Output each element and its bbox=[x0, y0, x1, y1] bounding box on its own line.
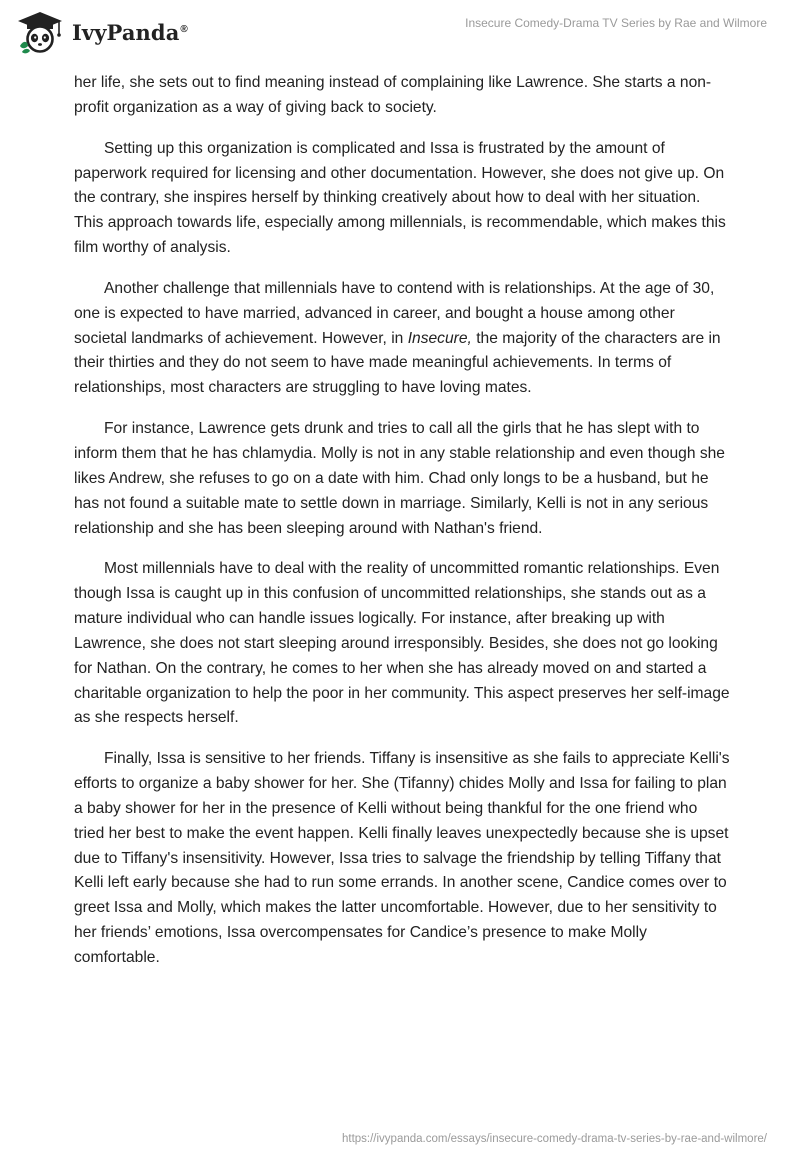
essay-body bbox=[74, 71, 730, 987]
page-header bbox=[0, 0, 800, 62]
paragraph-2: Setting up this organization is complicated and Issa is frustrated by the amount of paperwork required for licensing and other documentation. However, she does not give up. On the contrary, she inspires herself by thinking creatively about how to deal with her situation. This approach towards life, especially among millennials, is recommendable, which makes this film worthy of analysis. bbox=[74, 139, 726, 257]
paragraph-1: her life, she sets out to find meaning instead of complaining like Lawrence. She starts a non-profit organization as a way of giving back to society. bbox=[74, 74, 712, 116]
show-title-italic: Insecure, bbox=[407, 329, 472, 347]
paragraph-5: Most millennials have to deal with the reality of uncommitted romantic relationships. Even though Issa is caught up in this confusion of uncommitted relationships, she stands out as a mature individual who can handle issues logically. For instance, after breaking up with Lawrence, she does not start sleeping around irresponsibly. Besides, she does not go looking for Nathan. On the contrary, he comes to her when she has already moved on and started a charitable organization to help the poor in her community. This aspect preserves her self-image as she respects herself. bbox=[74, 560, 730, 727]
panda-graduation-cap-icon bbox=[14, 10, 66, 54]
paragraph-6: Finally, Issa is sensitive to her friends. Tiffany is insensitive as she fails to appreciate Kelli's efforts to organize a baby shower for her. She (Tifanny) chides Molly and Issa for failing to plan a baby shower for her in the presence of Kelli without being thankful for the one friend who tried her best to make the event happen. Kelli finally leaves unexpectedly because she is upset due to Tiffany's insensitivity. However, Issa tries to salvage the friendship by telling Tiffany that Kelli left early because she had to run some errands. In another scene, Candice comes over to greet Issa and Molly, which makes the latter uncomfortable. However, due to her sensitivity to her friends’ emotions, Issa overcompensates for Candice’s presence to make Molly comfortable. bbox=[74, 750, 730, 966]
paragraph-4: For instance, Lawrence gets drunk and tries to call all the girls that he has slept with to inform them that he has chlamydia. Molly is not in any stable relationship and even though she likes Andrew, she refuses to go on a date with him. Chad only longs to be a husband, but he has not found a suitable mate to settle down in marriage. Similarly, Kelli is not in any serious relationship and she has been sleeping around with Nathan's friend. bbox=[74, 420, 725, 537]
paragraph-3-text-start: Another challenge that millennials have to contend with is relationships. At the age of 30, one is expected to have married, advanced in career, and bought a house among other societal landmarks of achievement. However, in bbox=[74, 279, 715, 347]
paragraph-3-text-end: the majority of the characters are in their thirties and they do not seem to have made meaningful achievements. In terms of relationships, most characters are struggling to have loving mates. bbox=[74, 329, 721, 397]
source-url[interactable]: https://ivypanda.com/essays/insecure-comedy-drama-tv-series-by-rae-and-wilmore/ bbox=[341, 1133, 767, 1145]
logo-wordmark: IvyPanda® bbox=[72, 19, 188, 45]
ivypanda-logo[interactable] bbox=[14, 10, 188, 54]
paragraph-3 bbox=[74, 277, 730, 401]
document-title: Insecure Comedy-Drama TV Series by Rae and Wilmore bbox=[465, 16, 767, 30]
